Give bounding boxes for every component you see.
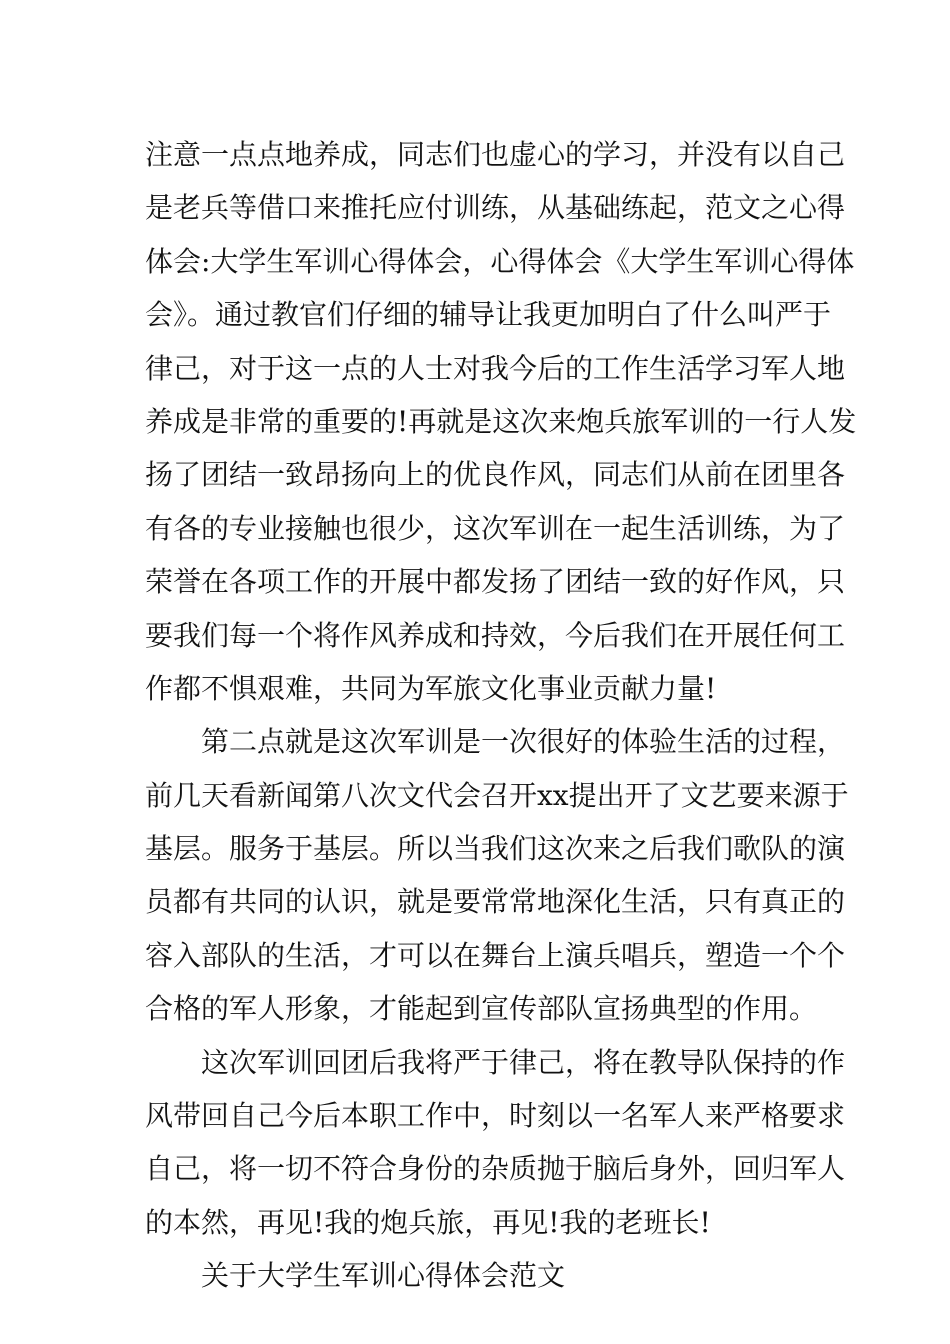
text-line: 会》。通过教官们仔细的辅导让我更加明白了什么叫严于 (145, 298, 832, 332)
text-line: 扬了团结一致昂扬向上的优良作风，同志们从前在团里各 (145, 458, 846, 492)
paragraph-1 (145, 128, 857, 715)
text-line: 作都不惧艰难，共同为军旅文化事业贡献力量! (145, 671, 717, 705)
text-line: 注意一点点地养成，同志们也虚心的学习，并没有以自己 (145, 138, 846, 171)
text-line: 体会:大学生军训心得体会，心得体会《大学生军训心得体 (145, 244, 855, 278)
text-line: 荣誉在各项工作的开展中都发扬了团结一致的好作风，只 (145, 565, 846, 599)
text-line: 容入部队的生活，才可以在舞台上演兵唱兵，塑造一个个 (145, 938, 846, 972)
text-line: 养成是非常的重要的!再就是这次来炮兵旅军训的一行人发 (145, 404, 857, 438)
text-line: 前几天看新闻第八次文代会召开xx提出开了文艺要来源于 (145, 778, 849, 812)
paragraph-3 (145, 1036, 846, 1250)
text-line: 这次军训回团后我将严于律己，将在教导队保持的作 (201, 1045, 846, 1079)
document-body (145, 128, 857, 1303)
text-line: 要我们每一个将作风养成和持效，今后我们在开展任何工 (145, 618, 846, 652)
text-line: 风带回自己今后本职工作中，时刻以一名军人来严格要求 (145, 1099, 846, 1133)
text-line: 是老兵等借口来推托应付训练，从基础练起，范文之心得 (145, 191, 846, 225)
text-line: 第二点就是这次军训是一次很好的体验生活的过程， (201, 725, 846, 759)
text-line: 员都有共同的认识，就是要常常地深化生活，只有真正的 (145, 885, 846, 919)
text-line: 有各的专业接触也很少，这次军训在一起生活训练，为了 (145, 511, 846, 545)
section-title: 关于大学生军训心得体会范文 (201, 1259, 566, 1293)
paragraph-4 (145, 1249, 810, 1302)
paragraph-2 (145, 715, 849, 1035)
text-line: 的本然，再见!我的炮兵旅，再见!我的老班长! (145, 1205, 711, 1239)
text-line: 律己，对于这一点的人士对我今后的工作生活学习军人地 (145, 351, 846, 385)
text-line: 基层。服务于基层。所以当我们这次来之后我们歌队的演 (145, 832, 846, 866)
text-line: 自己，将一切不符合身份的杂质抛于脑后身外，回归军人 (145, 1152, 846, 1186)
text-line: 合格的军人形象，才能起到宣传部队宣扬典型的作用。 (145, 992, 818, 1026)
